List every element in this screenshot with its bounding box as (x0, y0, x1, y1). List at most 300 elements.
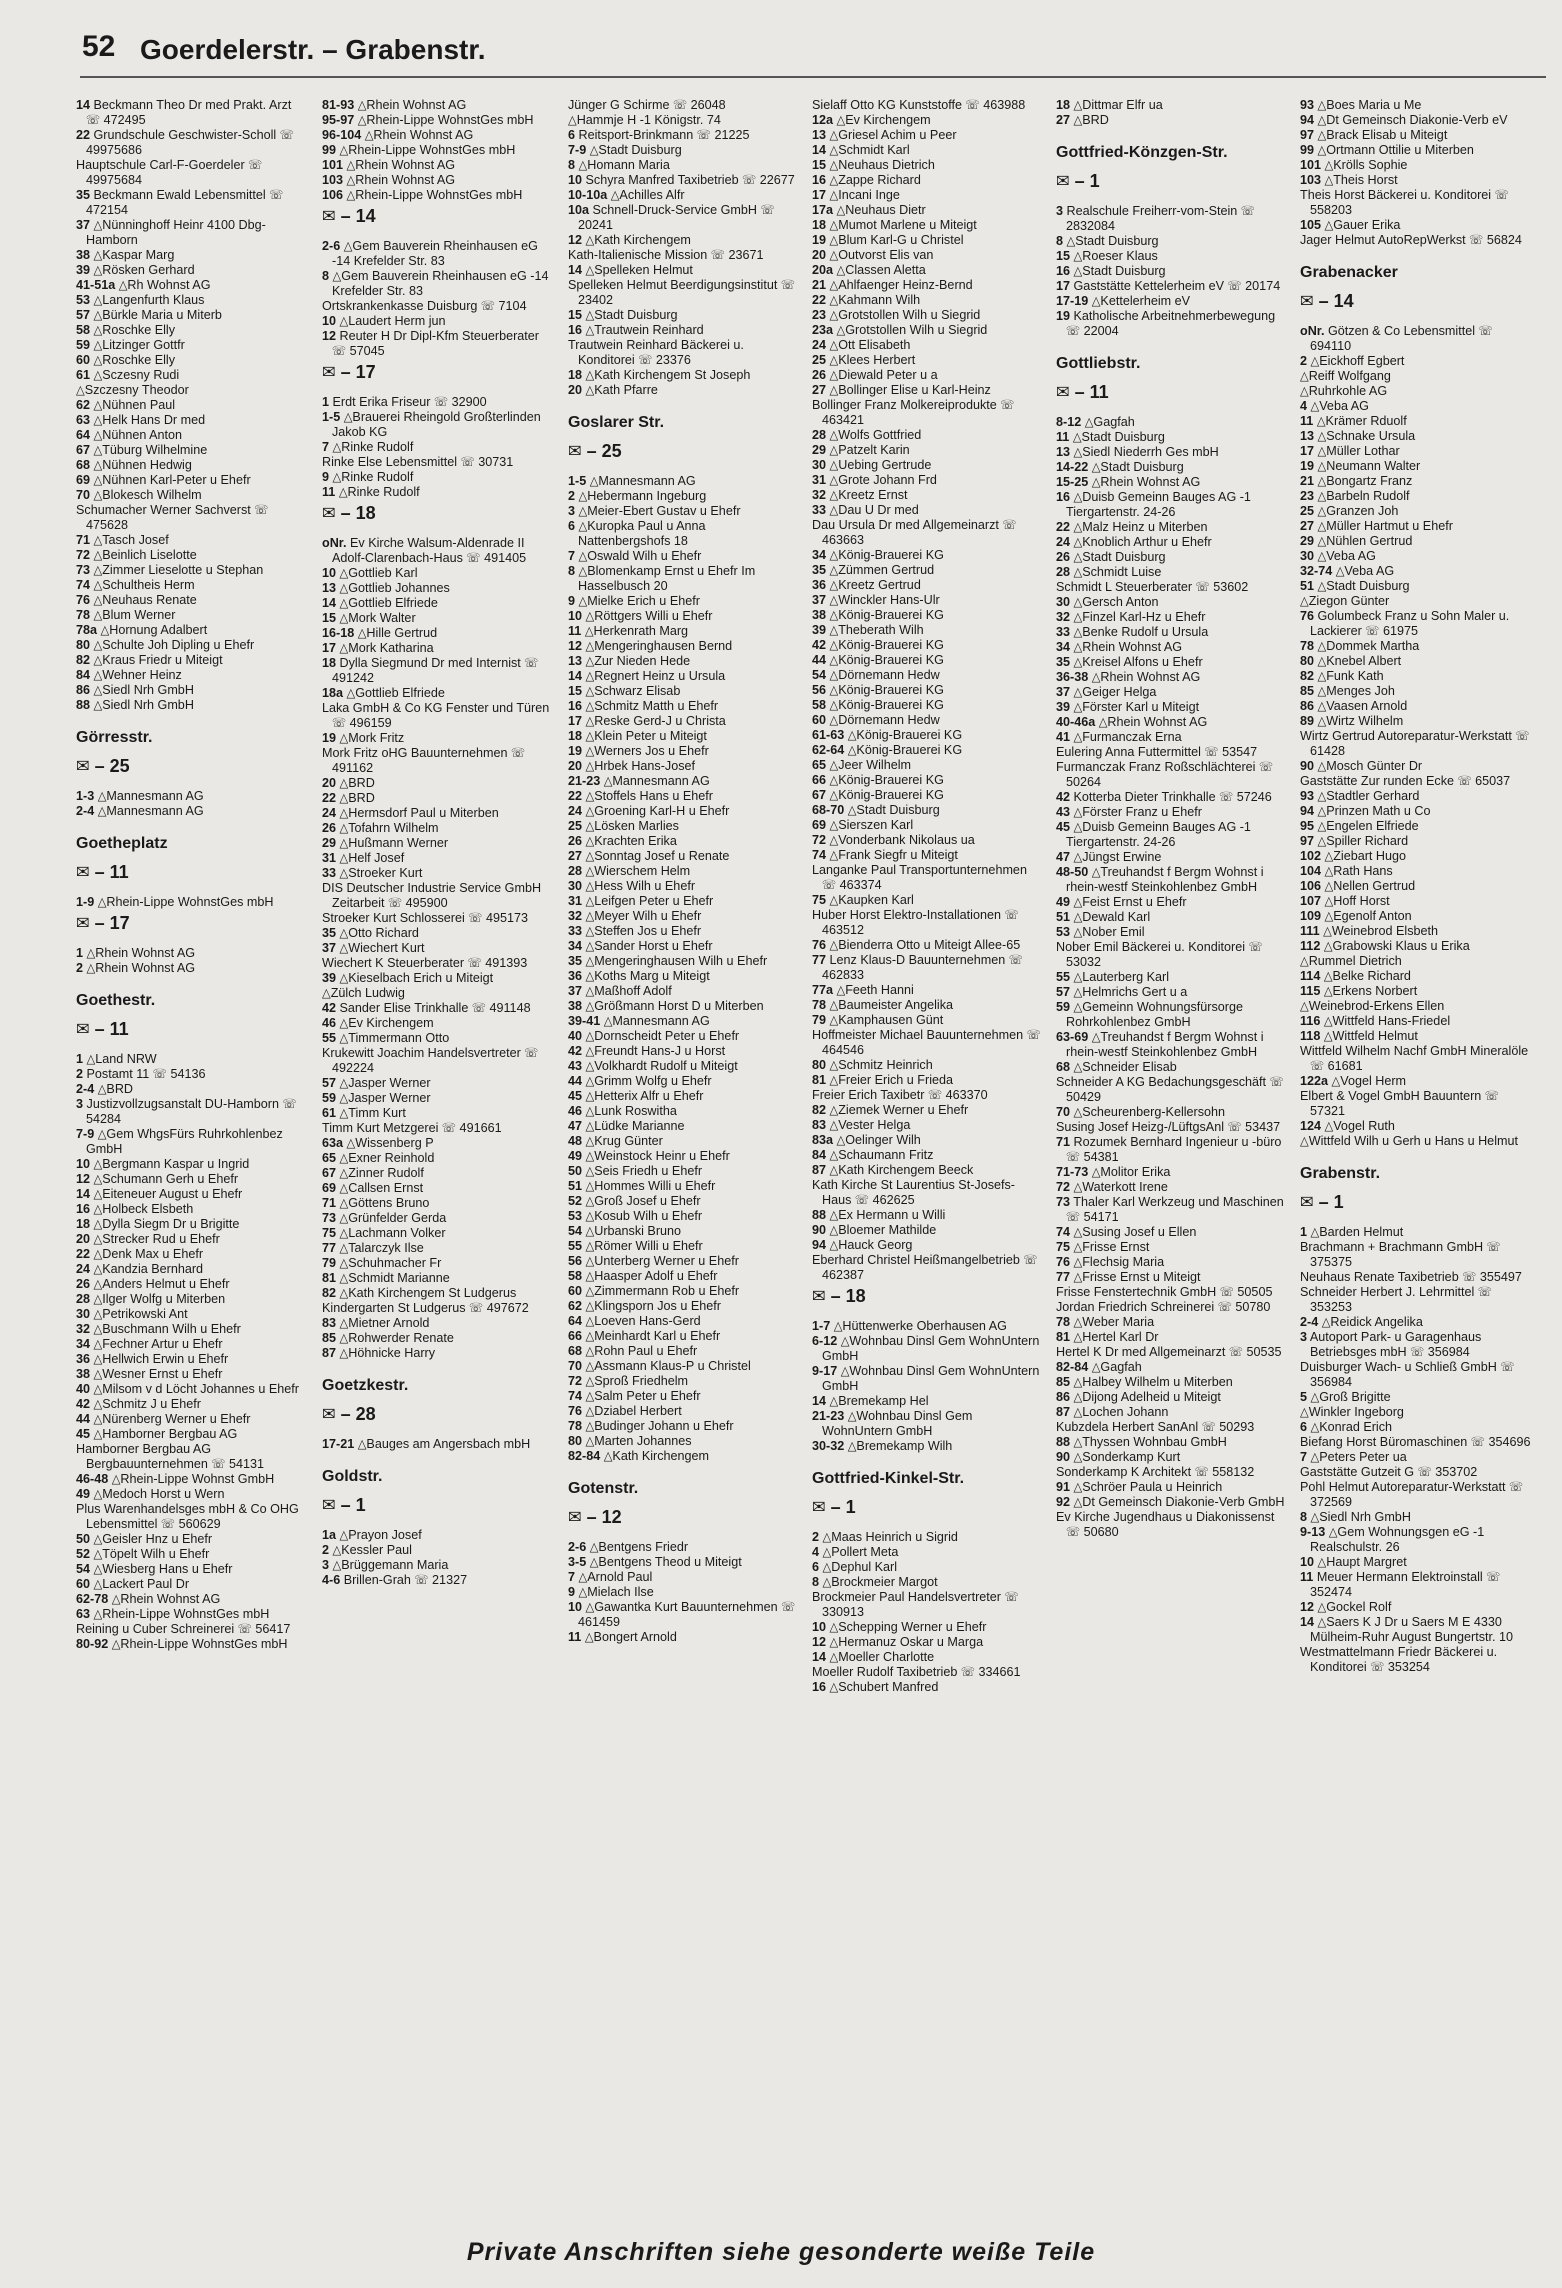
house-number: 1a (322, 1528, 337, 1542)
entry-text: △Hornung Adalbert (100, 623, 208, 637)
directory-entry (322, 806, 554, 821)
directory-entry (322, 1001, 554, 1016)
house-number: 42 (1056, 790, 1071, 804)
house-number: 1 (322, 395, 330, 409)
directory-entry (322, 836, 554, 851)
directory-entry (1056, 1495, 1288, 1510)
directory-entry (76, 623, 308, 638)
entry-text: Elbert & Vogel GmbH Bauuntern ☏ 57321 (1300, 1089, 1499, 1118)
house-number: 20 (322, 776, 337, 790)
house-number: 17 (1056, 279, 1071, 293)
directory-entry (812, 248, 1044, 263)
house-number: 22 (322, 791, 337, 805)
directory-entry (812, 308, 1044, 323)
house-number: 84 (812, 1148, 827, 1162)
entry-text: Sonderkamp K Architekt ☏ 558132 (1056, 1465, 1255, 1479)
directory-entry (76, 1277, 308, 1292)
directory-entry (322, 1346, 554, 1361)
entry-text: △Rinke Rudolf (338, 485, 420, 499)
entry-text: △Förster Franz u Ehefr (1073, 805, 1202, 819)
entry-text: △Wiesberg Hans u Ehefr (93, 1562, 233, 1576)
entry-text: △Rohn Paul u Ehefr (585, 1344, 698, 1358)
entry-text: △Rhein-Lippe WohnstGes mbH (357, 113, 534, 127)
entry-text: △Kraus Friedr u Miteigt (93, 653, 223, 667)
house-number: 71 (1056, 1135, 1071, 1149)
directory-entry (1056, 850, 1288, 865)
house-number: 36 (568, 969, 583, 983)
directory-entry (812, 1133, 1044, 1148)
directory-entry (568, 504, 800, 519)
house-number: 48-50 (1056, 865, 1089, 879)
house-number: 17a (812, 203, 834, 217)
house-number: 75 (322, 1226, 337, 1240)
directory-entry (812, 1530, 1044, 1545)
directory-entry (322, 791, 554, 806)
directory-entry (1300, 849, 1532, 864)
entry-text: △Gersch Anton (1073, 595, 1159, 609)
house-number: 12 (812, 1635, 827, 1649)
directory-entry (1056, 309, 1288, 339)
directory-entry (322, 1226, 554, 1241)
directory-entry (812, 728, 1044, 743)
entry-text: Hoffmeister Michael Bauunternehmen ☏ 464546 (812, 1028, 1041, 1057)
entry-text: Justizvollzugsanstalt DU-Hamborn ☏ 54284 (86, 1097, 297, 1126)
house-number: 30 (812, 458, 827, 472)
house-number: 46 (568, 1104, 583, 1118)
directory-entry (1056, 895, 1288, 910)
directory-entry (1056, 1375, 1288, 1390)
entry-text: △Siedl Nrh GmbH (93, 683, 194, 697)
entry-text: Frisse Fenstertechnik GmbH ☏ 50505 (1056, 1285, 1273, 1299)
directory-entry (568, 248, 800, 263)
directory-column-4 (812, 98, 1044, 2216)
house-number: 1-9 (76, 895, 95, 909)
directory-entry (1300, 1450, 1532, 1465)
directory-entry (568, 759, 800, 774)
directory-entry (76, 338, 308, 353)
house-number: 77a (812, 983, 834, 997)
house-number: 106 (322, 188, 344, 202)
entry-text: △Gemeinn Wohnungsfürsorge Rohrkohlenbez GmbH (1066, 1000, 1244, 1029)
house-number: 24 (568, 804, 583, 818)
house-number: 10 (1300, 1555, 1315, 1569)
house-number: 22 (76, 1247, 91, 1261)
house-number: 37 (322, 941, 337, 955)
entry-text: △Rhein Wohnst AG (346, 173, 456, 187)
entry-text: △Homann Maria (578, 158, 670, 172)
directory-entry (322, 1528, 554, 1543)
entry-text: △Herkenrath Marg (584, 624, 689, 638)
directory-entry (1056, 985, 1288, 1000)
directory-entry (322, 158, 554, 173)
house-number: 10 (568, 173, 583, 187)
house-number: 3 (322, 1558, 330, 1572)
house-number: 23a (812, 323, 834, 337)
entry-text: △Frisse Ernst (1073, 1240, 1150, 1254)
house-number: 31 (568, 894, 583, 908)
entry-text: △Molitor Erika (1091, 1165, 1171, 1179)
directory-entry (812, 1575, 1044, 1590)
directory-entry (322, 1241, 554, 1256)
house-number: 34 (1056, 640, 1071, 654)
house-number: 42 (812, 638, 827, 652)
house-number: 35 (568, 954, 583, 968)
house-number: 29 (812, 443, 827, 457)
house-number: 31 (812, 473, 827, 487)
house-number: 7 (1300, 1450, 1308, 1464)
entry-text: △Bergmann Kaspar u Ingrid (93, 1157, 250, 1171)
house-number: 95 (1300, 819, 1315, 833)
directory-entry (812, 1364, 1044, 1394)
directory-entry (568, 1314, 800, 1329)
house-number: 82 (812, 1103, 827, 1117)
entry-text: △Mumot Marlene u Miteigt (829, 218, 977, 232)
directory-entry (568, 98, 800, 113)
directory-entry (322, 1151, 554, 1166)
entry-text: △Vogel Ruth (1324, 1119, 1395, 1133)
entry-text: △Mork Fritz (339, 731, 405, 745)
entry-text: △Hüttenwerke Oberhausen AG (833, 1319, 1007, 1333)
house-number: 1-5 (322, 410, 341, 424)
entry-text: △Dylla Siegm Dr u Brigitte (93, 1217, 240, 1231)
directory-entry (76, 1367, 308, 1382)
entry-text: △Regnert Heinz u Ursula (585, 669, 726, 683)
entry-text: △Groß Brigitte (1310, 1390, 1391, 1404)
entry-text: △Rhein Wohnst AG (111, 1592, 221, 1606)
directory-entry (1300, 579, 1532, 594)
house-number: 27 (1056, 113, 1071, 127)
directory-entry (1300, 654, 1532, 669)
house-number: 18 (812, 218, 827, 232)
directory-entry (568, 1374, 800, 1389)
entry-text: Rinke Else Lebensmittel ☏ 30731 (322, 455, 514, 469)
house-number: 88 (76, 698, 91, 712)
entry-text: Brockmeier Paul Handelsvertreter ☏ 330913 (812, 1590, 1019, 1619)
house-number: 116 (1300, 1014, 1321, 1028)
directory-entry (812, 1103, 1044, 1118)
entry-text: Trautwein Reinhard Bäckerei u. Konditorei ☏ 23376 (568, 338, 744, 367)
house-number: 70 (1056, 1105, 1071, 1119)
directory-entry (1300, 218, 1532, 233)
entry-text: △Ev Kirchengem (836, 113, 931, 127)
house-number: 51 (568, 1179, 583, 1193)
entry-text: △Sczesny Rudi (93, 368, 180, 382)
directory-entry (76, 653, 308, 668)
entry-text: △Bremekamp Hel (829, 1394, 929, 1408)
entry-text: △Furmanczak Erna (1073, 730, 1182, 744)
house-number: 1-7 (812, 1319, 831, 1333)
directory-entry (812, 173, 1044, 188)
house-number: 27 (1300, 519, 1315, 533)
directory-entry (1056, 940, 1288, 970)
entry-text: △Weinebrod-Erkens Ellen (1300, 999, 1445, 1013)
directory-entry (1056, 279, 1288, 294)
directory-entry (1056, 520, 1288, 535)
footer-note: Private Anschriften siehe gesonderte weiße Teile (466, 2238, 1096, 2266)
entry-text: △Budinger Johann u Ehefr (585, 1419, 734, 1433)
house-number: 35 (322, 926, 337, 940)
house-number: 4-6 (322, 1573, 341, 1587)
entry-text: △Nober Emil (1073, 925, 1145, 939)
directory-entry (322, 1331, 554, 1346)
directory-entry (1300, 1014, 1532, 1029)
house-number: 16 (812, 173, 827, 187)
house-number: 93 (1300, 98, 1315, 112)
entry-text: △Stoffels Hans u Ehefr (585, 789, 714, 803)
house-number: 14 (568, 669, 583, 683)
entry-text: △Klein Peter u Miteigt (585, 729, 707, 743)
directory-entry (812, 1680, 1044, 1695)
directory-entry (1300, 474, 1532, 489)
directory-entry (76, 323, 308, 338)
entry-text: △Classen Aletta (836, 263, 926, 277)
directory-entry (568, 594, 800, 609)
entry-text: △Lochen Johann (1073, 1405, 1169, 1419)
house-number: 76 (1300, 609, 1315, 623)
directory-entry (76, 1157, 308, 1172)
directory-entry (1300, 1119, 1532, 1134)
directory-entry (322, 911, 554, 926)
house-number: 9 (568, 1585, 576, 1599)
entry-text: △Granzen Joh (1317, 504, 1399, 518)
house-number: 57 (76, 308, 91, 322)
entry-text: △Talarczyk Ilse (339, 1241, 424, 1255)
directory-entry (568, 1224, 800, 1239)
directory-entry (1056, 790, 1288, 805)
postal-district: ✉ – 17 (76, 913, 130, 933)
directory-entry (1300, 128, 1532, 143)
entry-text: △Helk Hans Dr med (93, 413, 206, 427)
entry-text: △Helf Josef (339, 851, 405, 865)
house-number: 82-84 (568, 1449, 601, 1463)
postal-district: ✉ – 11 (1056, 382, 1109, 402)
house-number: 65 (812, 758, 827, 772)
entry-text: △Knebel Albert (1317, 654, 1402, 668)
directory-entry (322, 188, 554, 203)
directory-entry (1300, 804, 1532, 819)
postal-district: ✉ – 1 (1300, 1192, 1344, 1212)
directory-entry (812, 368, 1044, 383)
entry-text: △Wittfeld Helmut (1323, 1029, 1418, 1043)
directory-entry (1300, 429, 1532, 444)
entry-text: △Nühnen Anton (93, 428, 183, 442)
entry-text: △Dijong Adelheid u Miteigt (1073, 1390, 1221, 1404)
house-number: 87 (1056, 1405, 1071, 1419)
directory-entry (812, 518, 1044, 548)
entry-text: △Meier-Ebert Gustav u Ehefr (578, 504, 741, 518)
house-number: 90 (1056, 1450, 1071, 1464)
directory-entry (76, 158, 308, 188)
house-number: 83 (812, 1118, 827, 1132)
entry-text: △Assmann Klaus-P u Christel (585, 1359, 751, 1373)
entry-text: △BRD (339, 791, 375, 805)
directory-entry (1056, 1165, 1288, 1180)
house-number: 41-51a (76, 278, 116, 292)
house-number: 35 (812, 563, 827, 577)
directory-entry (812, 908, 1044, 938)
directory-entry (568, 714, 800, 729)
entry-text: △Spiller Richard (1317, 834, 1409, 848)
directory-entry (568, 609, 800, 624)
house-number: 51 (1300, 579, 1315, 593)
house-number: 14 (812, 1650, 827, 1664)
directory-entry (1056, 490, 1288, 520)
directory-entry (812, 998, 1044, 1013)
entry-text: △Exner Reinhold (339, 1151, 435, 1165)
directory-entry (812, 1635, 1044, 1650)
directory-entry (322, 1301, 554, 1316)
directory-entry (568, 999, 800, 1014)
entry-text: △Kahmann Wilh (829, 293, 921, 307)
entry-text: △Benke Rudolf u Ursula (1073, 625, 1209, 639)
directory-entry (76, 1067, 308, 1082)
directory-entry (1056, 730, 1288, 745)
directory-entry (812, 788, 1044, 803)
house-number: 36-38 (1056, 670, 1089, 684)
house-number: 76 (812, 938, 827, 952)
house-number: 82 (322, 1286, 337, 1300)
house-number: 79 (812, 1013, 827, 1027)
directory-entry (812, 818, 1044, 833)
entry-text: △Eiteneuer August u Ehefr (93, 1187, 243, 1201)
directory-entry (76, 443, 308, 458)
entry-text: △Rhein Wohnst AG (1091, 475, 1201, 489)
house-number: 2 (568, 489, 576, 503)
entry-text: △Bentgens Friedr (589, 1540, 689, 1554)
directory-entry (76, 668, 308, 683)
house-number: 21 (1300, 474, 1315, 488)
entry-text: △Seis Friedh u Ehefr (585, 1164, 703, 1178)
entry-text: △Neuhaus Renate (93, 593, 197, 607)
entry-text: △Wittfeld Hans-Friedel (1323, 1014, 1451, 1028)
entry-text: △Blum Werner (93, 608, 176, 622)
entry-text: Beckmann Ewald Lebensmittel ☏ 472154 (86, 188, 284, 217)
house-number: 58 (76, 323, 91, 337)
entry-text: △Litzinger Gottfr (93, 338, 185, 352)
entry-text: △Jasper Werner (339, 1076, 431, 1090)
entry-text: △Dewald Karl (1073, 910, 1151, 924)
house-number: 54 (76, 1562, 91, 1576)
house-number: 63 (76, 1607, 91, 1621)
directory-entry (568, 804, 800, 819)
directory-entry (1056, 700, 1288, 715)
house-number: 89 (1300, 714, 1315, 728)
entry-text: △Oswald Wilh u Ehefr (578, 549, 702, 563)
entry-text: △Petrikowski Ant (93, 1307, 188, 1321)
house-number: 6 (568, 128, 576, 142)
house-number: 7 (322, 440, 330, 454)
entry-text: △Kath Kirchengem (603, 1449, 710, 1463)
entry-text: △Schumann Gerh u Ehefr (93, 1172, 239, 1186)
directory-entry (322, 1016, 554, 1031)
house-number: 107 (1300, 894, 1322, 908)
house-number: 25 (812, 353, 827, 367)
entry-text: △Dörnemann Hedw (829, 668, 940, 682)
entry-text: △Trautwein Reinhard (585, 323, 704, 337)
house-number: 66 (812, 773, 827, 787)
house-number: 68-70 (812, 803, 845, 817)
postal-district: ✉ – 25 (568, 441, 622, 461)
directory-entry (1300, 1510, 1532, 1525)
entry-text: △Geisler Hnz u Ehefr (93, 1532, 213, 1546)
house-number: 10-10a (568, 188, 608, 202)
entry-text: △Nühnen Hedwig (93, 458, 192, 472)
directory-entry (322, 656, 554, 686)
directory-entry (568, 128, 800, 143)
directory-entry (1300, 1390, 1532, 1405)
entry-text: △Leifgen Peter u Ehefr (585, 894, 714, 908)
directory-entry (1300, 384, 1532, 399)
entry-text: △Göttens Bruno (339, 1196, 430, 1210)
house-number: 88 (1056, 1435, 1071, 1449)
entry-text: △Hille Gertrud (357, 626, 438, 640)
entry-text: △Dörnemann Hedw (829, 713, 940, 727)
directory-entry (812, 938, 1044, 953)
entry-text: △König-Brauerei KG (829, 548, 944, 562)
entry-text: △Gauer Erika (1324, 218, 1401, 232)
directory-entry (1056, 1360, 1288, 1375)
directory-entry (1300, 1315, 1532, 1330)
entry-text: △Maßhoff Adolf (585, 984, 672, 998)
entry-text: △Langenfurth Klaus (93, 293, 205, 307)
entry-text: Wirtz Gertrud Autoreparatur-Werkstatt ☏ 61428 (1300, 729, 1530, 758)
house-number: 15 (812, 158, 827, 172)
house-number: 9-13 (1300, 1525, 1326, 1539)
entry-text: △Grabowski Klaus u Erika (1323, 939, 1470, 953)
entry-text: △Rhein-Lippe WohnstGes mbH (93, 1607, 270, 1621)
directory-entry (568, 1254, 800, 1269)
entry-text: △Hebermann Ingeburg (578, 489, 707, 503)
entry-text: Gaststätte Gutzeit G ☏ 353702 (1300, 1465, 1478, 1479)
house-number: 75 (1056, 1240, 1071, 1254)
entry-text: △Mielke Erich u Ehefr (578, 594, 700, 608)
entry-text: △Vonderbank Nikolaus ua (829, 833, 975, 847)
entry-text: △BRD (339, 776, 375, 790)
house-number: 18 (568, 368, 583, 382)
directory-entry (1056, 1255, 1288, 1270)
directory-entry (322, 1181, 554, 1196)
directory-entry (76, 1607, 308, 1622)
entry-text: △König-Brauerei KG (847, 743, 963, 757)
entry-text: △Arnold Paul (578, 1570, 653, 1584)
directory-entry (76, 1322, 308, 1337)
house-number: 15 (568, 684, 583, 698)
directory-entry (76, 1262, 308, 1277)
house-number: 6 (568, 519, 576, 533)
directory-entry (322, 1543, 554, 1558)
directory-entry (1056, 1450, 1288, 1465)
entry-text: Jager Helmut AutoRepWerkst ☏ 56824 (1300, 233, 1522, 247)
entry-text: △Kreetz Gertrud (829, 578, 921, 592)
house-number: 28 (76, 1292, 91, 1306)
entry-text: △Klees Herbert (829, 353, 916, 367)
directory-entry (568, 939, 800, 954)
directory-entry (1300, 324, 1532, 354)
directory-entry (76, 473, 308, 488)
directory-entry (1300, 354, 1532, 369)
house-number: 28 (1056, 565, 1071, 579)
house-number: 22 (1056, 520, 1071, 534)
directory-entry (568, 338, 800, 368)
entry-text: Reuter H Dr Dipl-Kfm Steuerberater ☏ 57045 (332, 329, 539, 358)
entry-text: △Hammje H -1 Königstr. 74 (568, 113, 721, 127)
directory-entry (1300, 1615, 1532, 1645)
house-number: 70 (76, 488, 91, 502)
directory-entry (812, 1590, 1044, 1620)
entry-text: △Weinstock Heinr u Ehefr (585, 1149, 730, 1163)
directory-entry (322, 1076, 554, 1091)
house-number: 6 (812, 1560, 820, 1574)
